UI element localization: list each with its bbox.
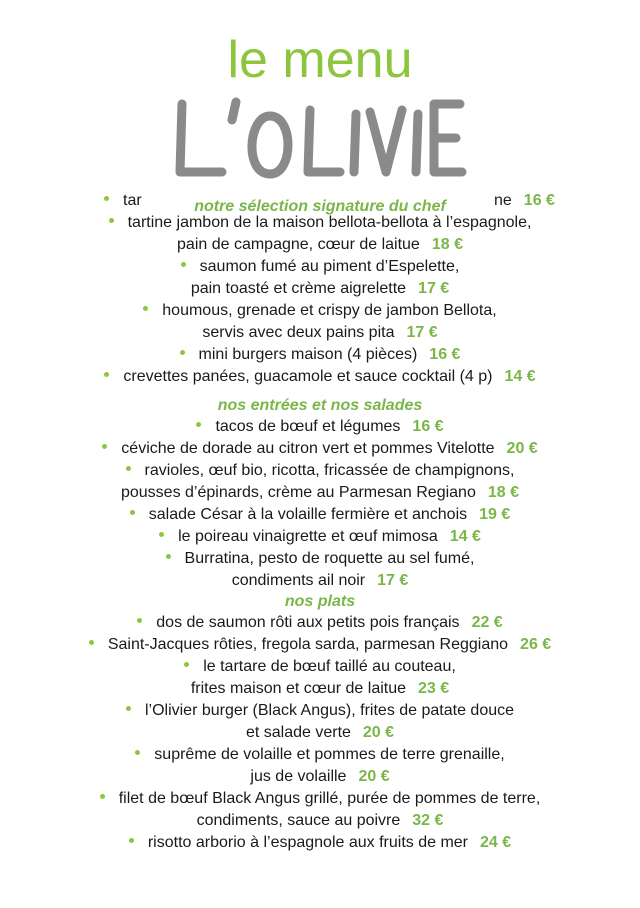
menu-item-line2 xyxy=(0,766,640,788)
bullet xyxy=(89,640,94,645)
bullet xyxy=(181,262,186,267)
bullet xyxy=(184,662,189,667)
bullet xyxy=(126,706,131,711)
menu-item-detail: et salade verte xyxy=(245,724,351,741)
bullet xyxy=(143,306,148,311)
bullet xyxy=(135,750,140,755)
bullet xyxy=(102,444,107,449)
menu-item xyxy=(0,634,640,656)
menu-item-name: le poireau vinaigrette et œuf mimosa xyxy=(178,528,438,545)
menu-item-line2 xyxy=(0,234,640,256)
menu-item-price: 20 € xyxy=(362,724,395,741)
menu-item xyxy=(0,460,640,482)
menu-item xyxy=(0,832,640,854)
menu-item-line2 xyxy=(0,810,640,832)
peek-right-text: ne xyxy=(494,192,512,209)
menu-item-detail: condiments, sauce au poivre xyxy=(196,812,401,829)
entrees-heading: nos entrées et nos salades xyxy=(217,397,423,414)
bullet xyxy=(109,218,114,223)
menu-item-price: 20 € xyxy=(506,440,538,457)
menu-item-name: suprême de volaille et pommes de terre grenaille, xyxy=(154,746,505,763)
menu-item-line2 xyxy=(0,678,640,700)
menu-title: le menu xyxy=(227,31,413,89)
peek-left-text: tar xyxy=(123,192,142,209)
menu-item-name: dos de saumon rôti aux petits pois français xyxy=(156,614,460,631)
menu-item-detail: servis avec deux pains pita xyxy=(202,324,395,341)
menu-item-price: 26 € xyxy=(520,636,552,653)
menu-item-price: 18 € xyxy=(431,236,463,253)
bullet xyxy=(130,510,135,515)
menu-item-name: mini burgers maison (4 pièces) xyxy=(198,346,418,363)
menu-item-name: houmous, grenade et crispy de jambon Bellota, xyxy=(162,302,497,319)
menu-item-price: 14 € xyxy=(449,528,481,545)
menu-item-price: 17 € xyxy=(406,324,438,341)
bullet xyxy=(100,794,105,799)
menu-item xyxy=(0,438,640,460)
menu-item-price: 23 € xyxy=(418,680,450,697)
menu-item xyxy=(0,788,640,810)
menu-item-detail: condiments ail noir xyxy=(231,572,366,589)
menu-item-name: tartine jambon de la maison bellota-bellota à l’espagnole, xyxy=(127,214,532,231)
menu-item xyxy=(0,256,640,278)
menu-item-price: 20 € xyxy=(358,768,390,785)
menu-item-price: 22 € xyxy=(471,614,503,631)
bullet xyxy=(104,372,109,377)
menu-item-line2 xyxy=(0,482,640,504)
bullet xyxy=(159,532,164,537)
menu-item xyxy=(0,700,640,722)
menu-item-name: salade César à la volaille fermière et anchois xyxy=(148,506,468,523)
menu-item-name: saumon fumé au piment d’Espelette, xyxy=(199,258,460,275)
menu-item-price: 24 € xyxy=(480,834,512,851)
bullet xyxy=(196,422,201,427)
menu-item-price: 18 € xyxy=(487,484,519,501)
bullet xyxy=(180,350,185,355)
menu-item-price: 32 € xyxy=(412,812,444,829)
menu-item xyxy=(0,212,640,234)
bullet xyxy=(137,618,142,623)
menu-item-name: ravioles, œuf bio, ricotta, fricassée de champignons, xyxy=(144,462,515,479)
plats-heading: nos plats xyxy=(284,593,356,610)
menu-item xyxy=(0,526,640,548)
olivier-logo xyxy=(170,92,490,192)
bullet xyxy=(129,838,134,843)
menu-item-name: crevettes panées, guacamole et sauce cocktail (4 p) xyxy=(123,368,493,385)
menu-item-price: 19 € xyxy=(479,506,511,523)
menu-item-price: 17 € xyxy=(418,280,450,297)
menu-item-name: filet de bœuf Black Angus grillé, purée de pommes de terre, xyxy=(118,790,541,807)
menu-item-name: l’Olivier burger (Black Angus), frites de patate douce xyxy=(144,702,515,719)
menu-item xyxy=(0,548,640,570)
bullet xyxy=(166,554,171,559)
menu-item-name: céviche de dorade au citron vert et pommes Vitelotte xyxy=(121,440,495,457)
menu-item-price: 16 € xyxy=(412,418,444,435)
peek-price: 16 € xyxy=(523,192,555,209)
menu-item-detail: pain de campagne, cœur de laitue xyxy=(177,236,420,253)
menu-item-name: le tartare de bœuf taillé au couteau, xyxy=(203,658,456,675)
peek-right xyxy=(494,190,555,212)
menu-item-detail: jus de volaille xyxy=(250,768,347,785)
menu-item-price: 14 € xyxy=(504,368,536,385)
menu-item xyxy=(0,612,640,634)
bullet xyxy=(126,466,131,471)
menu-item xyxy=(0,504,640,526)
menu-item xyxy=(0,656,640,678)
menu-item-price: 17 € xyxy=(377,572,409,589)
menu-item-line2 xyxy=(0,722,640,744)
menu-item xyxy=(0,416,640,438)
menu-item-name: tacos de bœuf et légumes xyxy=(215,418,401,435)
menu-item-detail: pousses d’épinards, crème au Parmesan Regiano xyxy=(120,484,476,501)
menu-item xyxy=(0,366,640,388)
menu-item-name: risotto arborio à l’espagnole aux fruits de mer xyxy=(147,834,469,851)
menu-item-name: Burratina, pesto de roquette au sel fumé, xyxy=(184,550,475,567)
menu-item-line2 xyxy=(0,322,640,344)
menu-item-detail: pain toasté et crème aigrelette xyxy=(190,280,407,297)
menu-item-line2 xyxy=(0,278,640,300)
signature-heading: notre sélection signature du chef xyxy=(194,198,446,215)
menu-item xyxy=(0,344,640,366)
menu-item-detail: frites maison et cœur de laitue xyxy=(190,680,407,697)
menu-item-name: Saint-Jacques rôties, fregola sarda, parmesan Reggiano xyxy=(107,636,509,653)
menu-item xyxy=(0,300,640,322)
menu-item xyxy=(0,744,640,766)
menu-item-line2 xyxy=(0,570,640,592)
menu-item-price: 16 € xyxy=(429,346,461,363)
